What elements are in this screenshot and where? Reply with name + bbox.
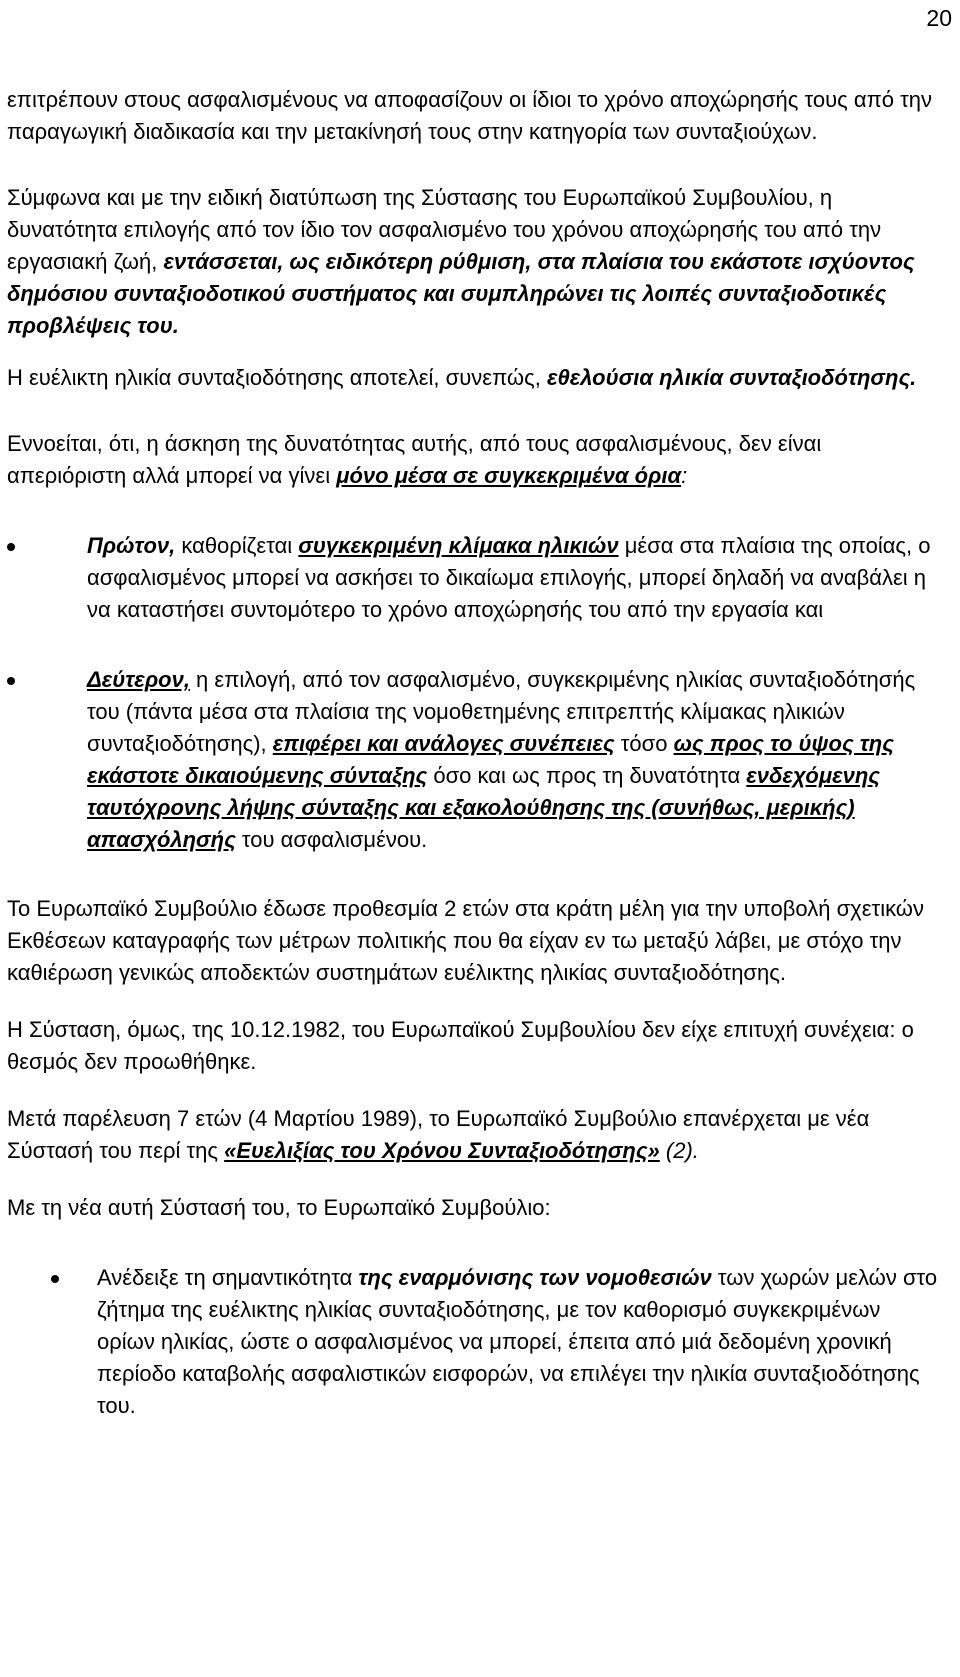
paragraph-2-text: Σύμφωνα και με την ειδική διατύπωση της Σύστασης του Ευρωπαϊκού Συμβουλίου, η δυνατότητα επιλογής από τον ίδιο τον ασφαλισμένο του χρόνου αποχώρησής του από την εργασιακή ζωή, <box>7 185 882 274</box>
recommendation-list <box>7 1262 942 1422</box>
list-item <box>7 530 942 626</box>
page-number: 20 <box>926 5 952 31</box>
conditions-list <box>7 530 942 856</box>
paragraph-3-emphasis: εθελούσια ηλικία συνταξιοδότησης. <box>546 365 917 390</box>
item-emphasis: ως προς το ύψος της εκάστοτε δικαιούμενης σύνταξης <box>87 731 894 788</box>
paragraph-6: Η Σύσταση, όμως, της 10.12.1982, του Ευρωπαϊκού Συμβουλίου δεν είχε επιτυχή συνέχεια: ο θεσμός δεν προωθήθηκε. <box>7 1017 914 1074</box>
paragraph-4-emphasis: μόνο μέσα σε συγκεκριμένα όρια <box>336 463 682 488</box>
item-emphasis: ενδεχόμενης ταυτόχρονης λήψης σύνταξης και εξακολούθησης της (συνήθως, μερικής) απασχόλησής <box>87 763 881 852</box>
paragraph-4-colon: : <box>681 463 688 488</box>
document-body <box>7 84 942 1422</box>
item-text: τόσο <box>614 731 674 756</box>
paragraph-1: επιτρέπουν στους ασφαλισμένους να αποφασίζουν οι ίδιοι το χρόνο αποχώρησής τους από την παραγωγική διαδικασία και την μετακίνησή τους στην κατηγορία των συνταξιούχων. <box>7 87 933 144</box>
item-lead: Δεύτερον, <box>87 667 190 692</box>
item-emphasis: επιφέρει και ανάλογες συνέπειες <box>272 731 615 756</box>
item-text: Ανέδειξε τη σημαντικότητα <box>97 1265 359 1290</box>
item-text: των χωρών μελών στο ζήτημα της ευέλικτης ηλικίας συνταξιοδότησης, με τον καθορισμό συγκεκριμένων ορίων ηλικίας, ώστε ο ασφαλισμένος να μπορεί, έπειτα από μιά δεδομένη χρονική περίοδο καταβολής ασφαλιστικών εισφορών, να επιλέγει την ηλικία συνταξιοδότησης του. <box>97 1265 938 1418</box>
paragraph-5: Το Ευρωπαϊκό Συμβούλιο έδωσε προθεσμία 2 ετών στα κράτη μέλη για την υποβολή σχετικών Εκθέσεων καταγραφής των μέτρων πολιτικής που θα είχαν εν τω μεταξύ λάβει, με στόχο την καθιέρωση γενικώς αποδεκτών συστημάτων ευέλικτης ηλικίας συνταξιοδότησης. <box>7 896 924 985</box>
paragraph-3 <box>7 362 942 394</box>
paragraph-2 <box>7 182 942 342</box>
item-lead: Πρώτον, <box>87 533 176 558</box>
item-emphasis: συγκεκριμένη κλίμακα ηλικιών <box>298 533 619 558</box>
item-text: καθορίζεται <box>175 533 299 558</box>
item-text: του ασφαλισμένου. <box>235 827 428 852</box>
paragraph-4-text: Εννοείται, ότι, η άσκηση της δυνατότητας αυτής, από τους ασφαλισμένους, δεν είναι απεριόριστη αλλά μπορεί να γίνει <box>7 431 822 488</box>
item-text: η επιλογή, από τον ασφαλισμένο, συγκεκριμένης ηλικίας συνταξιοδότησής του (πάντα μέσα στα πλαίσια της νομοθετημένης επιτρεπτής κλίμακας ηλικιών συνταξιοδότησης), <box>87 667 916 756</box>
paragraph-7-reference: (2). <box>659 1138 699 1163</box>
list-item <box>7 664 942 856</box>
paragraph-4 <box>7 428 942 492</box>
list-item <box>7 1262 942 1422</box>
paragraph-8: Με τη νέα αυτή Σύστασή του, το Ευρωπαϊκό Συμβούλιο: <box>7 1195 551 1220</box>
bullet-icon <box>7 677 15 685</box>
bullet-icon <box>7 543 15 551</box>
item-text: όσο και ως προς τη δυνατότητα <box>427 763 747 788</box>
bullet-icon <box>51 1275 59 1283</box>
paragraph-7-text: Μετά παρέλευση 7 ετών (4 Μαρτίου 1989), το Ευρωπαϊκό Συμβούλιο επανέρχεται με νέα Σύστασή του περί της <box>7 1106 870 1163</box>
item-emphasis: της εναρμόνισης των νομοθεσιών <box>358 1265 712 1290</box>
item-text: μέσα στα πλαίσια της οποίας, ο ασφαλισμένος μπορεί να ασκήσει το δικαίωμα επιλογής, μπορεί δηλαδή να αναβάλει η να καταστήσει συντομότερο το χρόνο αποχώρησής του από την εργασία και <box>87 533 931 622</box>
paragraph-7-emphasis: «Ευελιξίας του Χρόνου Συνταξιοδότησης» <box>224 1138 660 1163</box>
paragraph-3-text: Η ευέλικτη ηλικία συνταξιοδότησης αποτελεί, συνεπώς, <box>7 365 547 390</box>
paragraph-2-emphasis: εντάσσεται, ως ειδικότερη ρύθμιση, στα πλαίσια του εκάστοτε ισχύοντος δημόσιου συνταξιοδοτικού συστήματος και συμπληρώνει τις λοιπές συνταξιοδοτικές προβλέψεις του. <box>7 249 915 338</box>
paragraph-7 <box>7 1103 942 1167</box>
